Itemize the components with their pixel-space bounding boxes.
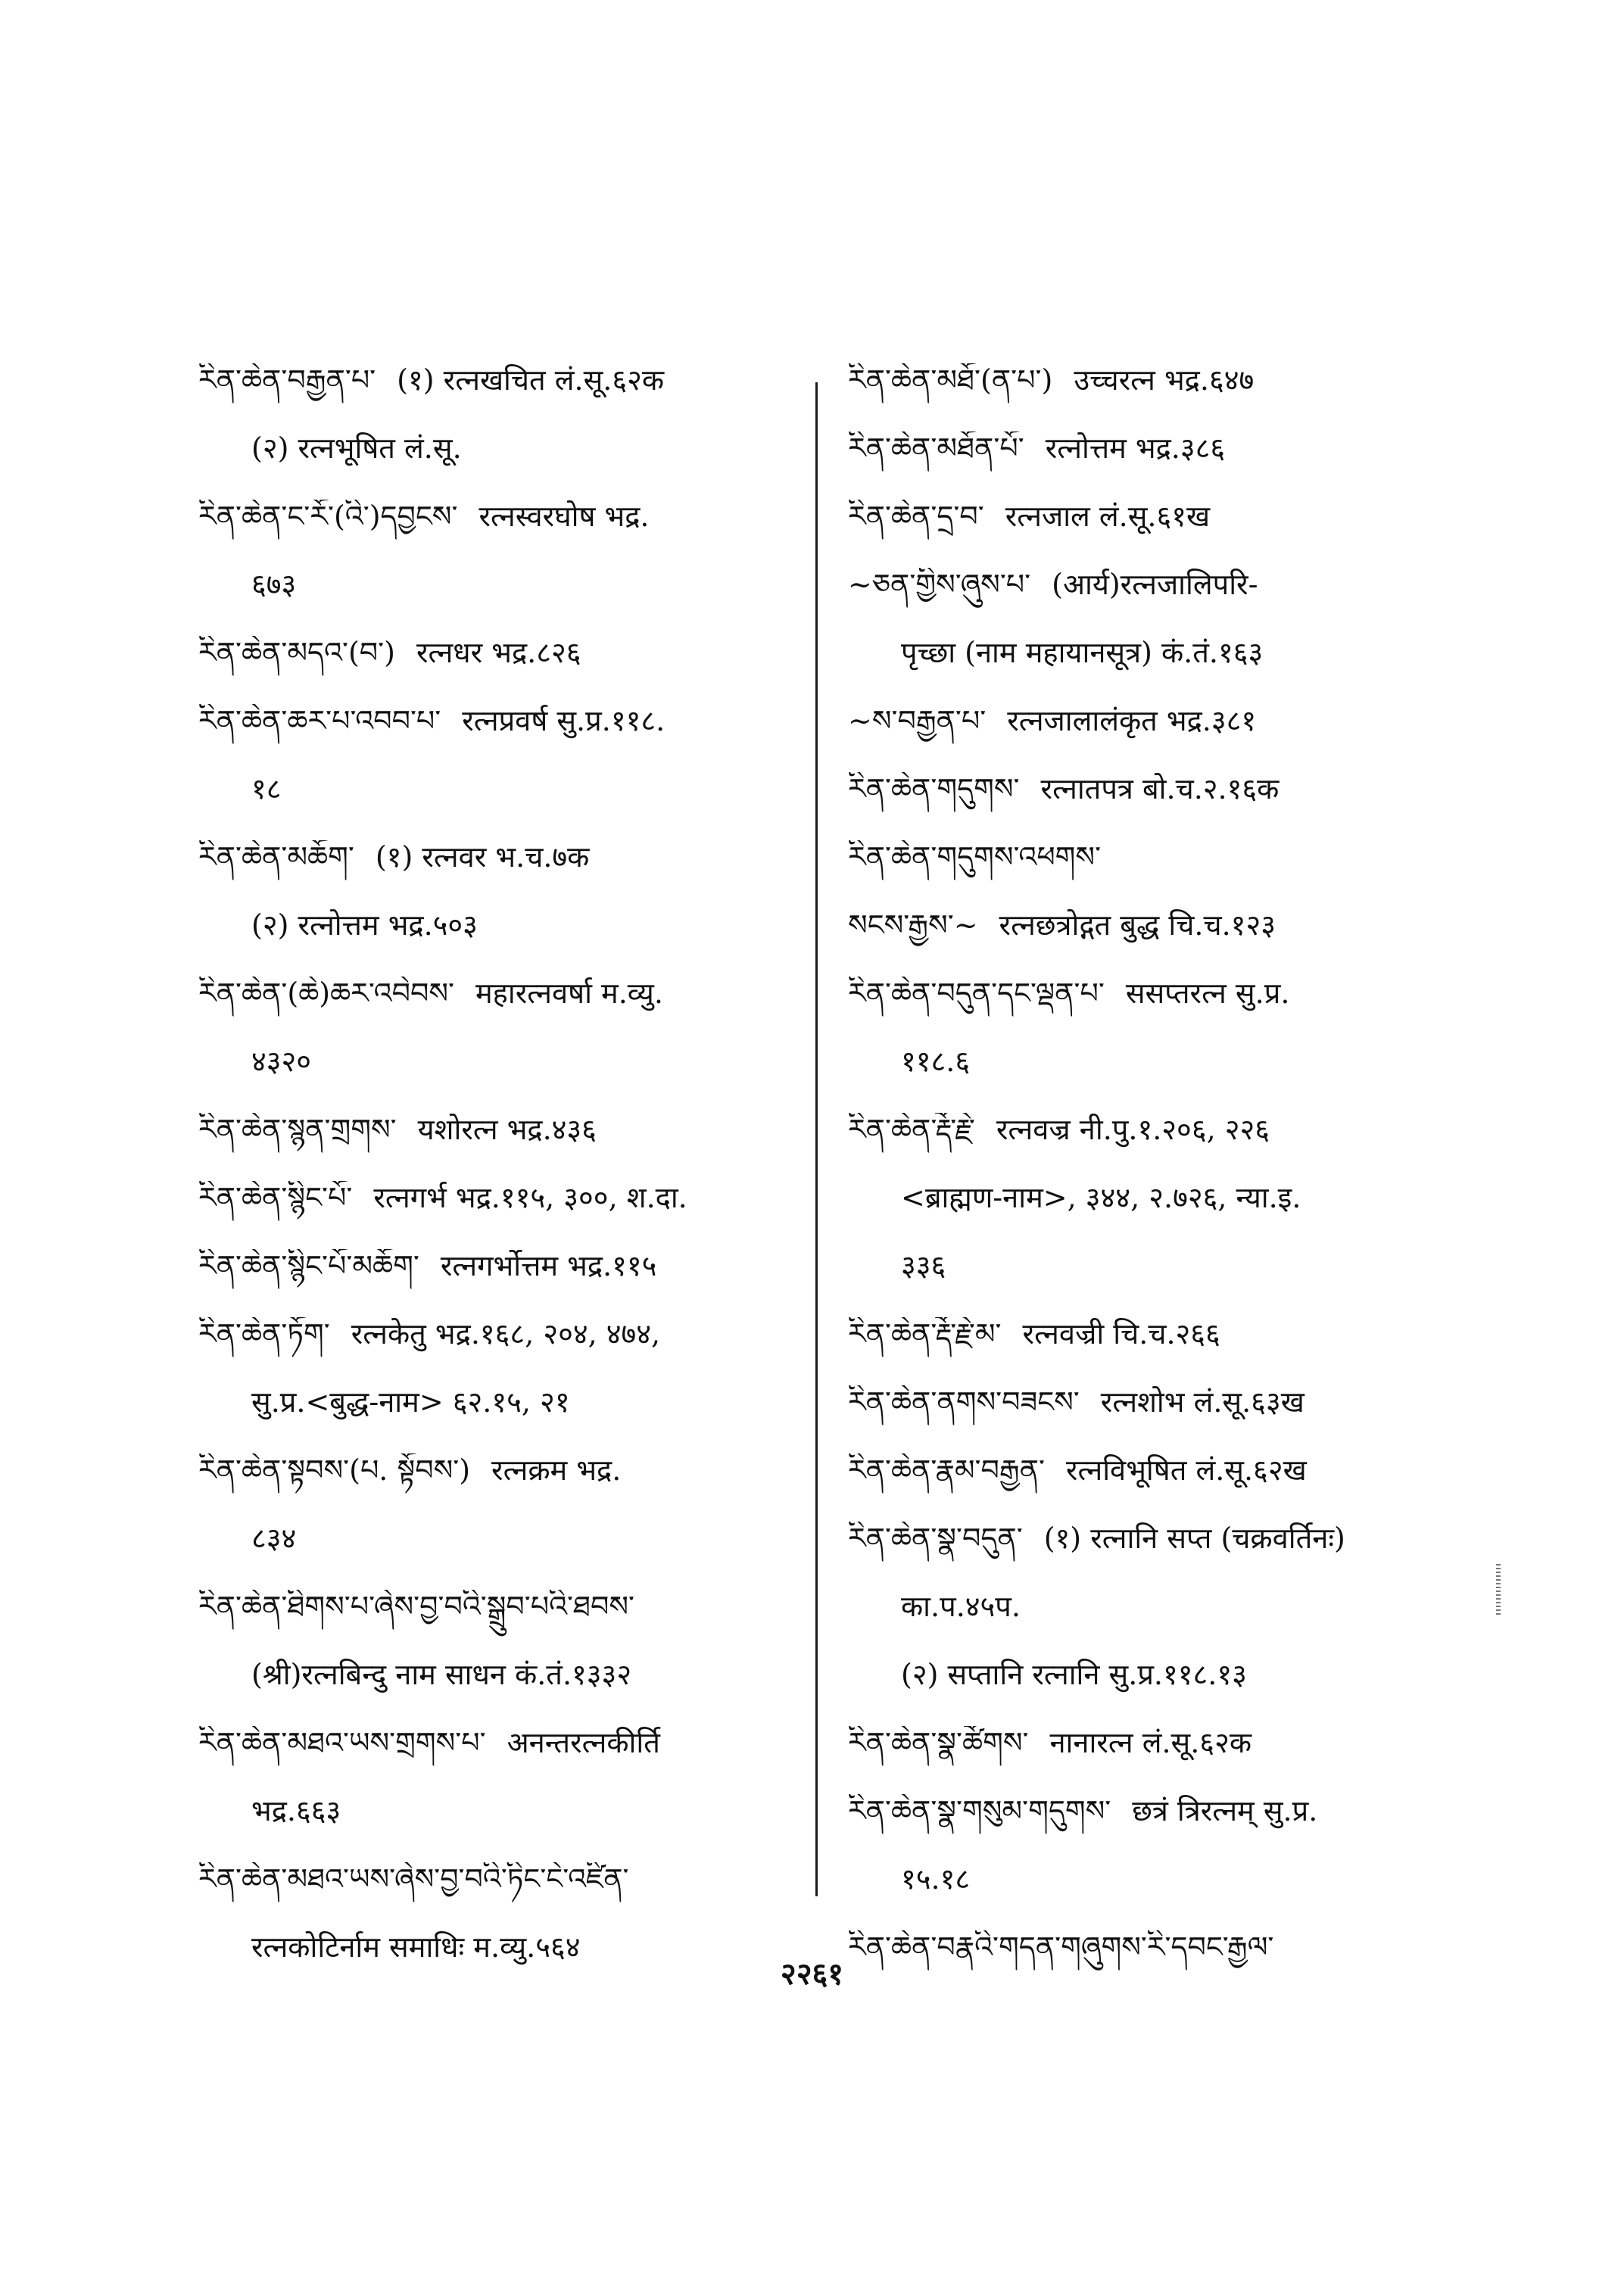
entry-continuation xyxy=(198,908,804,977)
sanskrit-equivalent: सु.प्र.<बुद्ध-नाम> ६२.१५, २१ xyxy=(251,1385,570,1419)
sanskrit-equivalent: रत्नप्रवर्ष सु.प्र.११८. xyxy=(462,704,665,737)
sanskrit-equivalent: रत्नातपत्र बो.च.२.१६क xyxy=(1040,772,1280,805)
sanskrit-equivalent: का.प.४५प. xyxy=(901,1590,1021,1623)
tibetan-headword: རིན་ཆེན་ཆར་པ་འབབ་པ་ xyxy=(198,704,441,737)
sanskrit-equivalent: पृच्छा (नाम महायानसूत्र) कं.तं.१६३ xyxy=(901,636,1264,669)
sanskrit-equivalent: (१) रत्नखचित लं.सू.६२क xyxy=(397,363,665,397)
dictionary-entry xyxy=(848,1930,1454,1999)
tibetan-headword: རིན་ཆེན་དྲ་བ་ xyxy=(848,500,984,533)
dictionary-entry xyxy=(198,840,804,908)
tibetan-headword: རིན་ཆེན་རྡོ་རྗེ་ xyxy=(848,1113,975,1146)
tibetan-headword: རིན་ཆེན་སྣ་བདུན་ xyxy=(848,1522,1023,1555)
dictionary-entry xyxy=(848,772,1454,840)
sanskrit-equivalent: भद्र.६६३ xyxy=(251,1794,341,1827)
sanskrit-equivalent: रत्नशोभ लं.सू.६३ख xyxy=(1100,1385,1304,1419)
sanskrit-equivalent: रत्नछत्रोद्गत बुद्ध चि.च.१२३ xyxy=(999,908,1276,942)
column-divider xyxy=(815,382,818,1896)
sanskrit-equivalent: ८३४ xyxy=(251,1522,297,1555)
tibetan-headword: རིན་ཆེན་མཐའ་ཡས་གྲགས་པ་ xyxy=(198,1726,486,1759)
sanskrit-equivalent: रत्नवज्री चि.च.२६६ xyxy=(1022,1317,1220,1351)
sanskrit-equivalent: (आर्य)रत्नजालिपरि- xyxy=(1052,568,1258,601)
sanskrit-equivalent: अनन्तरत्नकीर्ति xyxy=(507,1726,660,1759)
entry-continuation xyxy=(198,568,804,636)
sanskrit-equivalent: ३३६ xyxy=(901,1249,946,1282)
tibetan-headword: སངས་རྒྱས་~ xyxy=(848,908,978,942)
dictionary-entry xyxy=(848,1385,1454,1453)
tibetan-headword: རིན་ཆེན་(ཆེ)ཆར་འབེབས་ xyxy=(198,977,454,1010)
sanskrit-equivalent: रत्नगर्भोत्तम भद्र.११५ xyxy=(440,1249,657,1282)
sanskrit-equivalent: <ब्राह्मण-नाम>, ३४४, २.७२६, न्या.इ. xyxy=(901,1181,1301,1214)
sanskrit-equivalent: ११८.६ xyxy=(901,1045,971,1078)
sanskrit-equivalent: १५.१८ xyxy=(901,1862,971,1896)
dictionary-entry xyxy=(198,1862,804,1930)
tibetan-headword: རིན་ཆེན་སྣ་གསུམ་གདུགས་ xyxy=(848,1794,1111,1827)
sanskrit-equivalent: उच्चरत्न भद्र.६४७ xyxy=(1074,363,1255,397)
dictionary-entry xyxy=(848,977,1454,1045)
entry-continuation xyxy=(848,1658,1454,1726)
tibetan-headword: རིན་ཆེན་གདུགས་ xyxy=(848,772,1020,805)
sanskrit-equivalent: रत्नकोटिर्नाम समाधिः म.व्यु.५६४ xyxy=(251,1930,581,1964)
dictionary-entry xyxy=(198,1249,804,1317)
tibetan-headword: རིན་ཆེན་བརྒྱན་པ་ xyxy=(198,363,376,397)
entry-continuation xyxy=(198,1794,804,1862)
sanskrit-equivalent: (२) रत्नभूषित लं.सू. xyxy=(251,431,462,465)
entry-continuation xyxy=(198,1045,804,1113)
tibetan-headword: རིན་ཆེན་སྟབས་(པ. སྟོབས་) xyxy=(198,1453,471,1487)
sanskrit-equivalent: (२) रत्नोत्तम भद्र.५०३ xyxy=(251,908,478,942)
dictionary-entry xyxy=(848,1794,1454,1862)
tibetan-headword: རིན་ཆེན་མཆོག་ xyxy=(198,840,354,874)
dictionary-entry xyxy=(848,1522,1454,1590)
dictionary-entry xyxy=(198,363,804,431)
sanskrit-equivalent: रत्नविभूषित लं.सू.६२ख xyxy=(1065,1453,1307,1487)
tibetan-headword: རིན་ཆེན་སྣ་ཚོགས་ xyxy=(848,1726,1029,1759)
tibetan-headword: རིན་ཆེན་མཐོན་པོ་ xyxy=(848,431,1024,465)
tibetan-headword: རིན་ཆེན་ང་རོ་(འི་)དབྱངས་ xyxy=(198,500,458,533)
tibetan-headword: རིན་ཆེན་ནགས་བཟངས་ xyxy=(848,1385,1080,1419)
tibetan-headword: རིན་ཆེན་བརྣའི་གདན་གཞུགས་རི་དབང་རྒྱལ་ xyxy=(848,1930,1274,1964)
tibetan-headword: ~ཅན་གྱིས་ཞུས་པ་ xyxy=(848,568,1031,601)
dictionary-entry xyxy=(198,1181,804,1249)
entry-continuation xyxy=(848,1862,1454,1930)
dictionary-entry xyxy=(198,1113,804,1181)
entry-continuation xyxy=(848,636,1454,704)
dictionary-entry xyxy=(848,1317,1454,1385)
page-number: २२६१ xyxy=(780,1956,844,1992)
sanskrit-equivalent: (१) रत्नानि सप्त (चक्रवर्तिनः) xyxy=(1043,1522,1345,1555)
tibetan-headword: རིན་ཆེན་སྙིང་པོ་ xyxy=(198,1181,353,1214)
dictionary-entry xyxy=(848,1113,1454,1181)
dictionary-entry xyxy=(198,1726,804,1794)
right-column xyxy=(848,363,1454,1999)
dictionary-entry xyxy=(848,840,1454,908)
entry-continuation xyxy=(198,1658,804,1726)
dictionary-entry xyxy=(848,363,1454,431)
dictionary-entry xyxy=(198,1453,804,1522)
dictionary-entry xyxy=(198,1590,804,1658)
sanskrit-equivalent: ४३२० xyxy=(251,1045,312,1078)
dictionary-entry xyxy=(848,1453,1454,1522)
sanskrit-equivalent: रत्नवज्र नी.पु.१.२०६, २२६ xyxy=(996,1113,1270,1146)
dictionary-entry xyxy=(848,1726,1454,1794)
dictionary-entry xyxy=(848,704,1454,772)
sanskrit-equivalent: (१) रत्नवर भ.च.७क xyxy=(375,840,590,874)
tibetan-headword: རིན་ཆེན་རྣམ་བརྒྱན་ xyxy=(848,1453,1045,1487)
tibetan-headword: རིན་ཆེན་བདུན་དང་ལྡན་པ་ xyxy=(848,977,1105,1010)
sanskrit-equivalent: रत्नस्वरघोष भद्र. xyxy=(478,500,650,533)
tibetan-headword: རིན་ཆེན་རྡོ་རྗེ་མ་ xyxy=(848,1317,1002,1351)
sanskrit-equivalent: छत्रं त्रिरत्नम् सु.प्र. xyxy=(1132,1794,1318,1827)
sanskrit-equivalent: नानारत्न लं.सू.६२क xyxy=(1049,1726,1252,1759)
sanskrit-equivalent: रत्नगर्भ भद्र.११५, ३००, श.दा. xyxy=(373,1181,687,1214)
sanskrit-equivalent: १८ xyxy=(251,772,282,805)
tibetan-headword: རིན་ཆེན་སྙན་གྲགས་ xyxy=(198,1113,397,1146)
tibetan-headword: རིན་ཆེན་སྙིང་པོ་མཆོག་ xyxy=(198,1249,419,1282)
entry-continuation xyxy=(198,1385,804,1453)
sanskrit-equivalent: यशोरत्न भद्र.४३६ xyxy=(417,1113,597,1146)
entry-continuation xyxy=(198,1522,804,1590)
entry-continuation xyxy=(198,431,804,500)
dictionary-entry xyxy=(198,636,804,704)
sanskrit-equivalent: रत्नजालालंकृत भद्र.३८१ xyxy=(1007,704,1257,737)
sanskrit-equivalent: रत्नधर भद्र.८२६ xyxy=(416,636,581,669)
sanskrit-equivalent: रत्नजाल लं.सू.६१ख xyxy=(1005,500,1211,533)
sanskrit-equivalent: महारत्नवर्षा म.व्यु. xyxy=(475,977,663,1010)
sanskrit-equivalent: ६७३ xyxy=(251,568,297,601)
dictionary-entry xyxy=(198,977,804,1045)
tibetan-headword: རིན་ཆེན་ཏོག་ xyxy=(198,1317,330,1351)
tibetan-headword: རིན་ཆེན་ཐིགས་པ་ཞེས་བྱ་བའི་སྒྲུབ་པའི་ཐབས་ xyxy=(198,1590,634,1623)
sanskrit-equivalent: ससप्तरत्न सु.प्र. xyxy=(1125,977,1290,1010)
sanskrit-equivalent: रत्नक्रम भद्र. xyxy=(491,1453,622,1487)
sanskrit-equivalent: (श्री)रत्नबिन्दु नाम साधन कं.तं.१३३२ xyxy=(251,1658,632,1691)
dictionary-entry xyxy=(198,704,804,772)
dictionary-entry xyxy=(848,568,1454,636)
entry-continuation xyxy=(198,1930,804,1999)
entry-continuation xyxy=(848,1181,1454,1249)
entry-continuation xyxy=(848,1045,1454,1113)
tibetan-headword: རིན་ཆེན་མཐའ་ཡས་ཞེས་བྱ་བའི་ཏིང་ངེ་འཛིན་ xyxy=(198,1862,629,1896)
tibetan-headword: ~ས་བརྒྱན་པ་ xyxy=(848,704,987,737)
entry-continuation xyxy=(198,772,804,840)
dictionary-entry xyxy=(198,500,804,568)
dictionary-entry xyxy=(848,500,1454,568)
sanskrit-equivalent: रत्नकेतु भद्र.१६८, २०४, ४७४, xyxy=(351,1317,661,1351)
tibetan-headword: རིན་ཆེན་མཐོ་(ན་པ་) xyxy=(848,363,1053,397)
entry-continuation xyxy=(848,1249,1454,1317)
tibetan-headword: རིན་ཆེན་མདའ་(བ་) xyxy=(198,636,395,669)
dictionary-entry xyxy=(848,431,1454,500)
sanskrit-equivalent: रत्नोत्तम भद्र.३८६ xyxy=(1045,431,1226,465)
left-column xyxy=(198,363,804,1999)
dictionary-entry xyxy=(848,908,1454,977)
tibetan-headword: རིན་ཆེན་གདུགས་འཕགས་ xyxy=(848,840,1102,874)
entry-continuation xyxy=(848,1590,1454,1658)
sanskrit-equivalent: (२) सप्तानि रत्नानि सु.प्र.११८.१३ xyxy=(901,1658,1247,1691)
margin-mark xyxy=(1496,1564,1501,1617)
dictionary-entry xyxy=(198,1317,804,1385)
